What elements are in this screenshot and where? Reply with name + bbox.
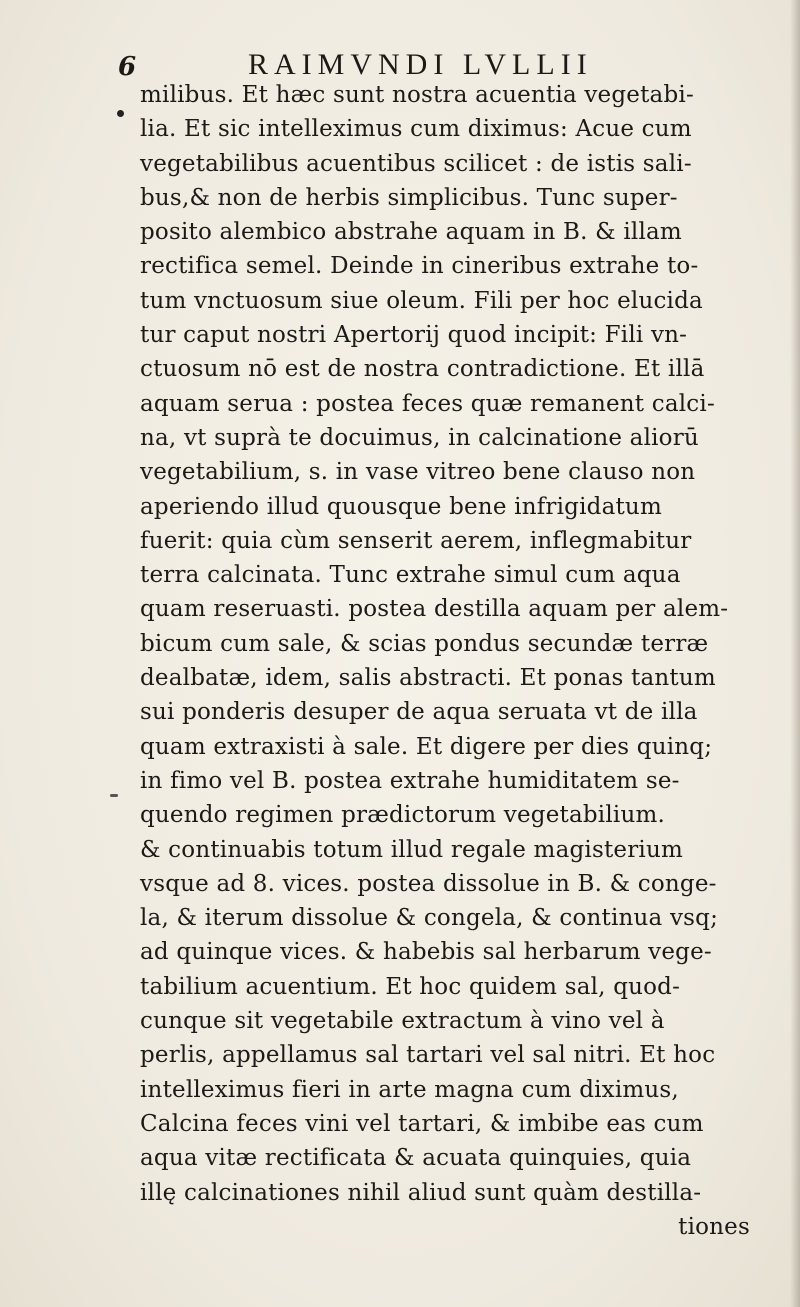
text-line: perlis, appellamus sal tartari vel sal nitri. Et hoc [140, 1042, 716, 1069]
text-line: vegetabilibus acuentibus scilicet : de istis sali- [140, 150, 692, 177]
text-line: tum vnctuosum siue oleum. Fili per hoc elucida [140, 287, 703, 314]
text-line: ctuosum nō est de nostra contradictione. Et illā [140, 356, 705, 383]
text-line: illę calcinationes nihil aliud sunt quàm destilla- [140, 1179, 702, 1206]
text-line: sui ponderis desuper de aqua seruata vt de illa [140, 699, 698, 726]
text-line: terra calcinata. Tunc extrahe simul cum aqua [140, 562, 681, 589]
text-line: quendo regimen prædictorum vegetabilium. [140, 802, 666, 829]
text-line: posito alembico abstrahe aquam in B. & illam [140, 219, 682, 246]
text-line: & continuabis totum illud regale magisterium [140, 836, 683, 863]
text-line: tur caput nostri Apertorij quod incipit: Fili vn- [140, 322, 688, 349]
text-line: cunque sit vegetabile extractum à vino vel à [140, 1008, 665, 1035]
text-line: na, vt suprà te docuimus, in calcinatione aliorū [140, 424, 699, 451]
text-line: vegetabilium, s. in vase vitreo bene clauso non [140, 459, 696, 486]
page-number: 6 [118, 52, 137, 82]
text-line: aquam serua : postea feces quæ remanent calci- [140, 390, 715, 417]
text-line: lia. Et sic intelleximus cum diximus: Acue cum [140, 116, 692, 143]
text-line: vsque ad 8. vices. postea dissolue in B. & conge- [140, 870, 717, 897]
text-line: bus,& non de herbis simplicibus. Tunc super- [140, 184, 678, 211]
margin-dot-mark [117, 110, 124, 117]
text-line: ad quinque vices. & habebis sal herbarum vege- [140, 939, 712, 966]
text-line: tabilium acuentium. Et hoc quidem sal, quod- [140, 973, 681, 1000]
text-line: la, & iterum dissolue & congela, & continua vsq; [140, 905, 719, 932]
text-line: quam extraxisti à sale. Et digere per dies quinq; [140, 733, 713, 760]
text-line: in fimo vel B. postea extrahe humiditatem se- [140, 767, 680, 794]
text-line: quam reseruasti. postea destilla aquam per alem- [140, 596, 729, 623]
text-line: rectifica semel. Deinde in cineribus extrahe to- [140, 253, 699, 280]
text-line: Calcina feces vini vel tartari, & imbibe eas cum [140, 1110, 704, 1137]
page-gutter-shadow [790, 0, 800, 1307]
text-line: bicum cum sale, & scias pondus secundæ terræ [140, 630, 709, 657]
margin-dash-mark [110, 794, 118, 797]
text-line: aperiendo illud quousque bene infrigidatum [140, 493, 662, 520]
body-text [140, 78, 760, 1244]
text-line: dealbatæ, idem, salis abstracti. Et ponas tantum [140, 665, 716, 692]
text-line: milibus. Et hæc sunt nostra acuentia vegetabi- [140, 82, 694, 108]
text-line: intelleximus fieri in arte magna cum diximus, [140, 1076, 679, 1103]
catchword: tiones [678, 1213, 750, 1240]
text-line: aqua vitæ rectificata & acuata quinquies, quia [140, 1145, 692, 1172]
text-line: fuerit: quia cùm senserit aerem, inflegmabitur [140, 527, 692, 554]
running-head: RAIMVNDI LVLLII [248, 48, 593, 81]
